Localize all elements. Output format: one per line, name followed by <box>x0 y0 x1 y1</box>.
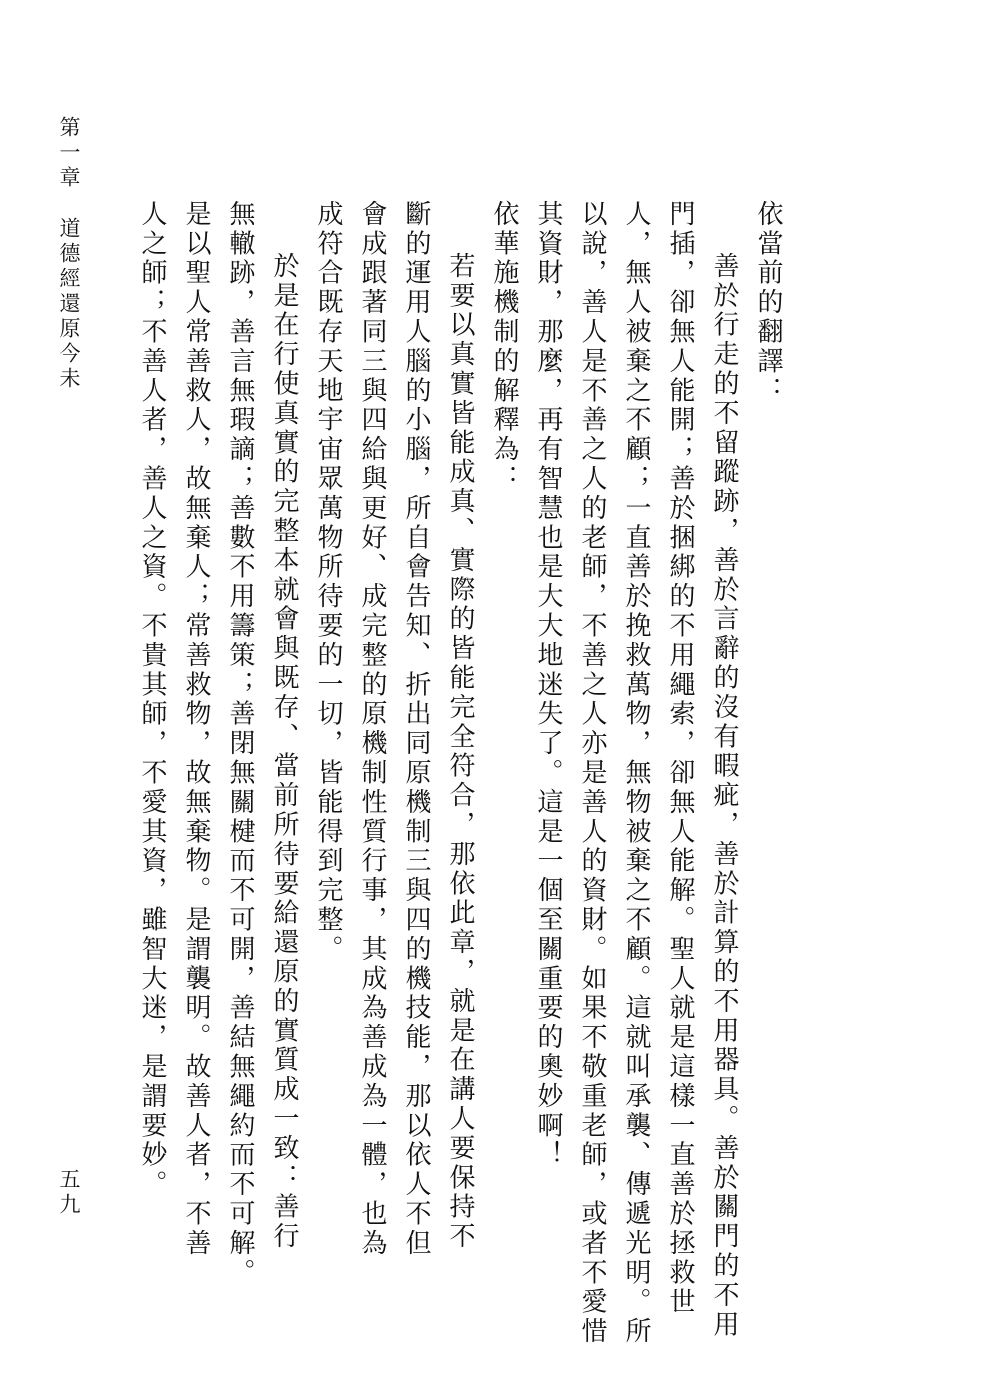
text-line: 會成跟著同三與四給與更好、成完整的原機制性質行事，其成為善成為一體，也為 <box>357 200 387 1259</box>
text-line: 門插，卻無人能開；善於捆綁的不用繩索，卻無人能解。聖人就是這樣一直善於拯救世 <box>665 200 695 1318</box>
text-line: 人，無人被棄之不顧；一直善於挽救萬物，無物被棄之不顧。這就叫承襲、傳遞光明。所 <box>621 200 651 1347</box>
book-title: 道德經還原今未 <box>57 217 81 392</box>
text-line: 是以聖人常善救人，故無棄人；常善救物，故無棄物。是謂襲明。故善人者，不善 <box>181 200 211 1259</box>
text-line: 人之師；不善人者，善人之資。不貴其師，不愛其資，雖智大迷，是謂要妙。 <box>137 200 167 1200</box>
text-line: 斷的運用人腦的小腦，所自會告知、折出同原機制三與四的機技能，那以依人不但 <box>401 200 431 1259</box>
body-text <box>110 200 790 1347</box>
page-number: 五九 <box>57 1168 81 1218</box>
text-line: 善於行走的不留蹤跡，善於言辭的沒有暇疵，善於計算的不用器具。善於關門的不用 <box>709 252 739 1340</box>
paragraph-heading-explanation: 依華施機制的解釋為： <box>489 200 519 494</box>
text-line: 無轍跡，善言無瑕謫；善數不用籌策；善閉無關楗而不可開，善結無繩約而不可解。 <box>225 200 255 1288</box>
text-line: 以說，善人是不善之人的老師，不善之人亦是善人的資財。如果不敬重老師，或者不愛惜 <box>577 200 607 1347</box>
text-line: 若要以真實皆能成真、實際的皆能完全符合，那依此章，就是在講人要保持不 <box>445 252 475 1252</box>
text-line: 其資財，那麼，再有智慧也是大大地迷失了。這是一個至關重要的奧妙啊！ <box>533 200 563 1171</box>
running-head <box>54 116 84 392</box>
text-line: 成符合既存天地宇宙眾萬物所待要的一切，皆能得到完整。 <box>313 200 343 965</box>
paragraph-heading-translation: 依當前的翻譯： <box>753 200 783 406</box>
chapter-label: 第一章 <box>57 116 81 191</box>
text-line: 於是在行使真實的完整本就會與既存、當前所待要給還原的實質成一致：善行 <box>269 252 299 1252</box>
